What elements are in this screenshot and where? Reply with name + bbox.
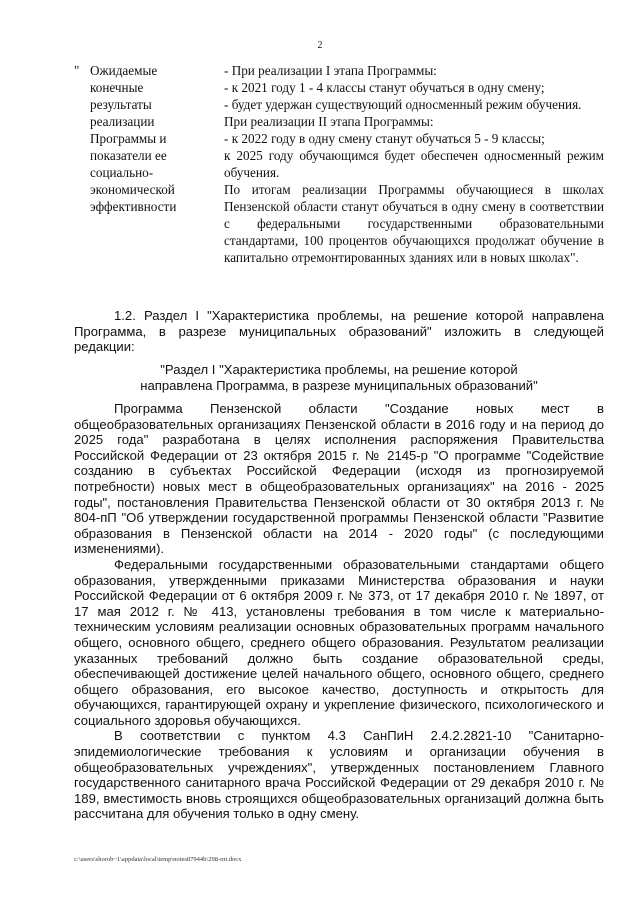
left-line: результаты (90, 97, 152, 112)
section-body (74, 401, 604, 822)
indicator-value-cell (224, 62, 604, 266)
left-line: показатели ее (90, 148, 167, 163)
result-line: - к 2022 году в одну смену станут обучаться 5 - 9 классы; (224, 131, 545, 146)
left-line: социально- (90, 165, 154, 180)
amendment-paragraph (74, 308, 604, 355)
indicator-label-cell (74, 62, 214, 215)
left-line: реализации (90, 114, 155, 129)
page-number: 2 (317, 40, 323, 51)
file-path-footer: c:\users\shorob~1\appdata\local\temp\notes87944b\298-пп.docx (74, 856, 242, 863)
paragraph-sanpin: В соответствии с пунктом 4.3 СанПиН 2.4.2.2821-10 "Санитарно-эпидемиологические требования к условиям и организации обучения в общеобразовательных учреждениях", утвержденных постановлением Главного государственного санитарного врача Российской Федерации от 29 декабря 2010 г. № 189, вместимость вновь строящихся общеобразовательных организаций должна быть рассчитана для обучения только в одну смену. (74, 728, 604, 822)
left-line: Ожидаемые (90, 63, 158, 78)
result-line: к 2025 году обучающимся будет обеспечен односменный режим обучения. (224, 148, 604, 180)
left-line: экономической (90, 182, 175, 197)
result-line: - к 2021 году 1 - 4 классы станут обучаться в одну смену; (224, 80, 545, 95)
result-summary: По итогам реализации Программы обучающиеся в школах Пензенской области станут обучаться в одну смену в соответствии с федеральными государственными образовательными стандартами, 100 процентов обучающихся продолжат обучение в капитально отремонтированных зданиях или в новых школах". (224, 182, 604, 265)
section-heading-line: "Раздел I "Характеристика проблемы, на решение которой (160, 362, 518, 377)
section-heading (74, 362, 604, 393)
left-line: эффективности (90, 199, 177, 214)
result-line: - будет удержан существующий односменный режим обучения. (224, 97, 582, 112)
result-line: При реализации II этапа Программы: (224, 114, 434, 129)
left-line: конечные (90, 80, 144, 95)
paragraph-1-2: 1.2. Раздел I "Характеристика проблемы, на решение которой направлена Программа, в разрезе муниципальных образований" изложить в следующей редакции: (74, 308, 604, 355)
result-line: - При реализации I этапа Программы: (224, 63, 437, 78)
paragraph-program: Программа Пензенской области "Создание новых мест в общеобразовательных организациях Пензенской области в 2016 году и на период до 2025 года" разработана в целях исполнения распоряжения Правительства Российской Федерации от 23 октября 2015 г. № 2145-р "О программе "Содействие созданию в субъектах Российской Федерации (исходя из прогнозируемой потребности) новых мест в общеобразовательных организациях" на 2016 - 2025 годы", постановления Правительства Пензенской области от 30 октября 2013 г. № 804-пП "Об утверждении государственной программы Пензенской области "Развитие образования в Пензенской области на 2014 - 2020 годы" (с последующими изменениями). (74, 401, 604, 557)
opening-quote: " (74, 63, 80, 78)
section-heading-line: направлена Программа, в разрезе муниципальных образований" (140, 377, 538, 393)
left-line: Программы и (90, 131, 167, 146)
paragraph-fgos: Федеральными государственными образовательными стандартами общего образования, утвержденными приказами Министерства образования и науки Российской Федерации от 6 октября 2009 г. № 373, от 17 декабря 2010 г. № 1897, от 17 мая 2012 г. № 413, установлены требования в том числе к материально-техническим условиям реализации основных образовательных программ начального общего, основного общего, среднего общего образования. Результатом реализации указанных требований должно быть создание образовательной среды, обеспечивающей достижение целей начального общего, основного общего, среднего общего образования, его высокое качество, доступность и открытость для обучающихся, гарантирующей охрану и укрепление физического, психологического и социального здоровья обучающихся. (74, 556, 604, 728)
